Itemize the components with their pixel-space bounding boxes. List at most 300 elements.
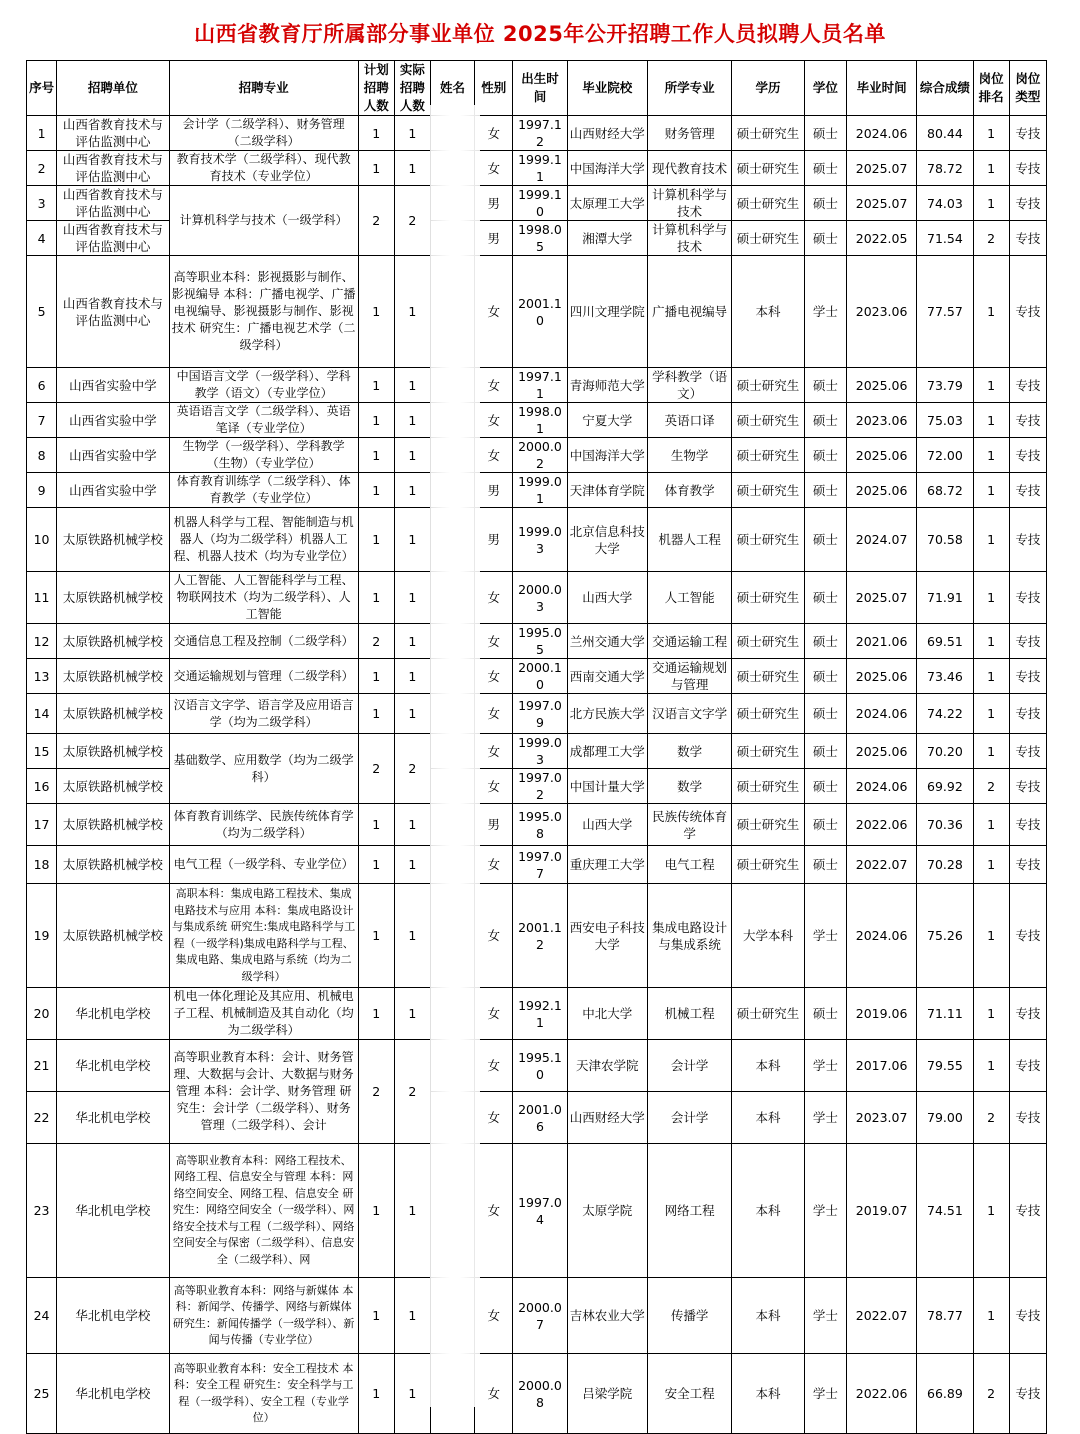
cell-major: 交通运输规划与管理（二级学科） — [169, 659, 358, 694]
cell-school: 北方民族大学 — [567, 694, 647, 734]
cell-no: 5 — [27, 256, 57, 368]
cell-gender: 女 — [475, 1354, 513, 1434]
cell-score: 78.72 — [917, 151, 973, 186]
cell-unit: 太原铁路机械学校 — [57, 572, 170, 624]
cell-school: 中北大学 — [567, 988, 647, 1040]
cell-rank: 1 — [973, 846, 1009, 884]
cell-birth: 1999.03 — [513, 508, 567, 572]
table-row — [27, 256, 1047, 368]
cell-degree: 硕士 — [804, 659, 846, 694]
cell-major: 汉语言文字学、语言学及应用语言学（均为二级学科） — [169, 694, 358, 734]
cell-rank: 1 — [973, 624, 1009, 659]
table-row — [27, 368, 1047, 403]
cell-actual: 1 — [394, 403, 430, 438]
cell-birth: 1998.05 — [513, 221, 567, 256]
cell-plan: 1 — [358, 1354, 394, 1434]
cell-birth: 1995.08 — [513, 804, 567, 846]
cell-unit: 华北机电学校 — [57, 1144, 170, 1278]
cell-grad: 2022.07 — [846, 1278, 916, 1354]
cell-no: 15 — [27, 734, 57, 769]
cell-studied: 计算机科学与技术 — [647, 221, 731, 256]
cell-degree: 硕士 — [804, 368, 846, 403]
cell-degree: 学士 — [804, 884, 846, 988]
cell-birth: 2001.06 — [513, 1092, 567, 1144]
cell-rank: 2 — [973, 1354, 1009, 1434]
cell-major: 高等职业教育本科：会计、财务管理、大数据与会计、大数据与财务管理 本科：会计学、财务管理 研究生：会计学（二级学科）、财务管理（二级学科）、会计 — [169, 1040, 358, 1144]
cell-plan: 1 — [358, 508, 394, 572]
cell-type: 专技 — [1009, 694, 1046, 734]
cell-actual: 1 — [394, 116, 430, 151]
cell-actual: 1 — [394, 1354, 430, 1434]
cell-actual: 1 — [394, 151, 430, 186]
cell-gender: 女 — [475, 769, 513, 804]
cell-studied: 体育教学 — [647, 473, 731, 508]
cell-school: 太原学院 — [567, 1144, 647, 1278]
cell-type: 专技 — [1009, 438, 1046, 473]
header-no: 序号 — [27, 61, 57, 116]
cell-studied: 集成电路设计与集成系统 — [647, 884, 731, 988]
cell-actual: 1 — [394, 438, 430, 473]
cell-unit: 太原铁路机械学校 — [57, 508, 170, 572]
cell-school: 山西大学 — [567, 804, 647, 846]
cell-unit: 山西省教育技术与评估监测中心 — [57, 186, 170, 221]
cell-score: 73.79 — [917, 368, 973, 403]
cell-grad: 2025.07 — [846, 572, 916, 624]
cell-gender: 男 — [475, 186, 513, 221]
cell-actual: 1 — [394, 1278, 430, 1354]
cell-gender: 女 — [475, 884, 513, 988]
cell-score: 73.46 — [917, 659, 973, 694]
cell-plan: 1 — [358, 151, 394, 186]
cell-studied: 交通运输规划与管理 — [647, 659, 731, 694]
cell-degree: 硕士 — [804, 403, 846, 438]
cell-grad: 2025.06 — [846, 734, 916, 769]
cell-actual: 1 — [394, 804, 430, 846]
cell-rank: 1 — [973, 186, 1009, 221]
cell-birth: 2000.02 — [513, 438, 567, 473]
cell-unit: 华北机电学校 — [57, 1278, 170, 1354]
cell-plan: 1 — [358, 572, 394, 624]
cell-birth: 1997.02 — [513, 769, 567, 804]
cell-gender: 女 — [475, 988, 513, 1040]
cell-type: 专技 — [1009, 659, 1046, 694]
cell-major: 体育教育训练学（二级学科）、体育教学（专业学位） — [169, 473, 358, 508]
cell-studied: 汉语言文字学 — [647, 694, 731, 734]
cell-edu: 硕士研究生 — [732, 804, 804, 846]
cell-rank: 1 — [973, 256, 1009, 368]
cell-actual: 1 — [394, 624, 430, 659]
cell-rank: 1 — [973, 884, 1009, 988]
cell-rank: 1 — [973, 1040, 1009, 1092]
header-name: 姓名 — [430, 61, 474, 116]
cell-grad: 2019.07 — [846, 1144, 916, 1278]
cell-type: 专技 — [1009, 1278, 1046, 1354]
cell-unit: 山西省教育技术与评估监测中心 — [57, 116, 170, 151]
cell-no: 14 — [27, 694, 57, 734]
cell-degree: 硕士 — [804, 988, 846, 1040]
cell-school: 天津体育学院 — [567, 473, 647, 508]
cell-rank: 1 — [973, 438, 1009, 473]
cell-birth: 2000.03 — [513, 572, 567, 624]
cell-type: 专技 — [1009, 804, 1046, 846]
cell-school: 中国海洋大学 — [567, 438, 647, 473]
cell-no: 10 — [27, 508, 57, 572]
cell-birth: 1997.11 — [513, 368, 567, 403]
cell-plan: 1 — [358, 438, 394, 473]
cell-actual: 1 — [394, 988, 430, 1040]
cell-rank: 1 — [973, 988, 1009, 1040]
cell-unit: 山西省实验中学 — [57, 368, 170, 403]
cell-unit: 山西省实验中学 — [57, 438, 170, 473]
cell-type: 专技 — [1009, 734, 1046, 769]
table-row — [27, 734, 1047, 769]
cell-gender: 女 — [475, 1040, 513, 1092]
table-row — [27, 186, 1047, 221]
cell-rank: 2 — [973, 1092, 1009, 1144]
cell-gender: 男 — [475, 221, 513, 256]
cell-edu: 本科 — [732, 1040, 804, 1092]
cell-type: 专技 — [1009, 1040, 1046, 1092]
cell-actual: 1 — [394, 473, 430, 508]
cell-school: 山西财经大学 — [567, 116, 647, 151]
cell-grad: 2025.07 — [846, 151, 916, 186]
header-major: 招聘专业 — [169, 61, 358, 116]
cell-edu: 硕士研究生 — [732, 624, 804, 659]
cell-unit: 太原铁路机械学校 — [57, 659, 170, 694]
cell-type: 专技 — [1009, 1144, 1046, 1278]
cell-grad: 2023.07 — [846, 1092, 916, 1144]
cell-grad: 2024.07 — [846, 508, 916, 572]
cell-edu: 硕士研究生 — [732, 221, 804, 256]
cell-score: 71.54 — [917, 221, 973, 256]
cell-unit: 山西省教育技术与评估监测中心 — [57, 221, 170, 256]
candidate-table — [26, 60, 1047, 1434]
cell-edu: 本科 — [732, 1354, 804, 1434]
table-row — [27, 694, 1047, 734]
cell-plan: 2 — [358, 186, 394, 256]
cell-school: 山西财经大学 — [567, 1092, 647, 1144]
cell-birth: 2001.12 — [513, 884, 567, 988]
table-row — [27, 116, 1047, 151]
cell-no: 17 — [27, 804, 57, 846]
cell-school: 西安电子科技大学 — [567, 884, 647, 988]
cell-studied: 现代教育技术 — [647, 151, 731, 186]
cell-plan: 1 — [358, 116, 394, 151]
cell-birth: 1999.03 — [513, 734, 567, 769]
cell-degree: 硕士 — [804, 151, 846, 186]
cell-rank: 1 — [973, 473, 1009, 508]
cell-score: 69.51 — [917, 624, 973, 659]
cell-gender: 女 — [475, 624, 513, 659]
cell-actual: 1 — [394, 884, 430, 988]
cell-degree: 硕士 — [804, 186, 846, 221]
cell-studied: 人工智能 — [647, 572, 731, 624]
cell-no: 21 — [27, 1040, 57, 1092]
cell-studied: 网络工程 — [647, 1144, 731, 1278]
cell-score: 70.36 — [917, 804, 973, 846]
cell-no: 20 — [27, 988, 57, 1040]
cell-score: 74.22 — [917, 694, 973, 734]
header-birth: 出生时间 — [513, 61, 567, 116]
table-row — [27, 1040, 1047, 1092]
cell-gender: 女 — [475, 694, 513, 734]
cell-no: 23 — [27, 1144, 57, 1278]
cell-unit: 华北机电学校 — [57, 988, 170, 1040]
cell-school: 宁夏大学 — [567, 403, 647, 438]
header-plan: 计划招聘人数 — [358, 61, 394, 116]
cell-type: 专技 — [1009, 572, 1046, 624]
cell-gender: 女 — [475, 256, 513, 368]
table-row — [27, 438, 1047, 473]
cell-school: 中国海洋大学 — [567, 151, 647, 186]
cell-plan: 1 — [358, 694, 394, 734]
cell-gender: 女 — [475, 572, 513, 624]
cell-type: 专技 — [1009, 624, 1046, 659]
cell-type: 专技 — [1009, 256, 1046, 368]
cell-no: 18 — [27, 846, 57, 884]
cell-actual: 1 — [394, 572, 430, 624]
cell-studied: 民族传统体育学 — [647, 804, 731, 846]
cell-birth: 1999.01 — [513, 473, 567, 508]
cell-studied: 财务管理 — [647, 116, 731, 151]
cell-unit: 太原铁路机械学校 — [57, 769, 170, 804]
cell-gender: 女 — [475, 1144, 513, 1278]
table-row — [27, 473, 1047, 508]
cell-studied: 广播电视编导 — [647, 256, 731, 368]
cell-gender: 男 — [475, 508, 513, 572]
cell-major: 机器人科学与工程、智能制造与机器人（均为二级学科）机器人工程、机器人技术（均为专业学位） — [169, 508, 358, 572]
cell-degree: 学士 — [804, 1144, 846, 1278]
cell-actual: 1 — [394, 368, 430, 403]
cell-major: 计算机科学与技术（一级学科） — [169, 186, 358, 256]
header-actual: 实际招聘人数 — [394, 61, 430, 116]
cell-unit: 太原铁路机械学校 — [57, 694, 170, 734]
cell-score: 71.11 — [917, 988, 973, 1040]
cell-no: 13 — [27, 659, 57, 694]
cell-school: 湘潭大学 — [567, 221, 647, 256]
cell-grad: 2021.06 — [846, 624, 916, 659]
cell-gender: 女 — [475, 438, 513, 473]
cell-unit: 太原铁路机械学校 — [57, 804, 170, 846]
header-studied: 所学专业 — [647, 61, 731, 116]
cell-score: 80.44 — [917, 116, 973, 151]
cell-no: 12 — [27, 624, 57, 659]
cell-no: 1 — [27, 116, 57, 151]
cell-school: 四川文理学院 — [567, 256, 647, 368]
cell-degree: 硕士 — [804, 221, 846, 256]
cell-type: 专技 — [1009, 769, 1046, 804]
cell-actual: 2 — [394, 186, 430, 256]
cell-plan: 1 — [358, 403, 394, 438]
cell-edu: 硕士研究生 — [732, 151, 804, 186]
table-row — [27, 1278, 1047, 1354]
cell-edu: 硕士研究生 — [732, 508, 804, 572]
cell-score: 75.26 — [917, 884, 973, 988]
cell-unit: 太原铁路机械学校 — [57, 624, 170, 659]
cell-actual: 1 — [394, 659, 430, 694]
cell-edu: 本科 — [732, 1092, 804, 1144]
cell-rank: 1 — [973, 1278, 1009, 1354]
cell-grad: 2019.06 — [846, 988, 916, 1040]
cell-no: 6 — [27, 368, 57, 403]
cell-edu: 硕士研究生 — [732, 186, 804, 221]
cell-grad: 2025.06 — [846, 438, 916, 473]
cell-score: 70.28 — [917, 846, 973, 884]
cell-major: 会计学（二级学科）、财务管理（二级学科） — [169, 116, 358, 151]
cell-unit: 山西省实验中学 — [57, 403, 170, 438]
cell-degree: 硕士 — [804, 438, 846, 473]
cell-gender: 女 — [475, 846, 513, 884]
cell-birth: 1997.07 — [513, 846, 567, 884]
cell-score: 79.00 — [917, 1092, 973, 1144]
cell-school: 北京信息科技大学 — [567, 508, 647, 572]
cell-edu: 本科 — [732, 1278, 804, 1354]
cell-grad: 2024.06 — [846, 884, 916, 988]
cell-plan: 1 — [358, 1144, 394, 1278]
cell-no: 16 — [27, 769, 57, 804]
cell-degree: 硕士 — [804, 694, 846, 734]
cell-score: 75.03 — [917, 403, 973, 438]
cell-major: 人工智能、人工智能科学与工程、物联网技术（均为二级学科）、人工智能 — [169, 572, 358, 624]
header-edu: 学历 — [732, 61, 804, 116]
cell-grad: 2022.07 — [846, 846, 916, 884]
cell-edu: 硕士研究生 — [732, 659, 804, 694]
cell-rank: 1 — [973, 659, 1009, 694]
cell-degree: 硕士 — [804, 473, 846, 508]
cell-birth: 1999.11 — [513, 151, 567, 186]
cell-grad: 2017.06 — [846, 1040, 916, 1092]
cell-unit: 华北机电学校 — [57, 1040, 170, 1092]
cell-gender: 女 — [475, 659, 513, 694]
cell-studied: 安全工程 — [647, 1354, 731, 1434]
cell-studied: 电气工程 — [647, 846, 731, 884]
cell-major: 高等职业教育本科：安全工程技术 本科：安全工程 研究生：安全科学与工程（一级学科）、安全工程（专业学位） — [169, 1354, 358, 1434]
cell-no: 11 — [27, 572, 57, 624]
cell-birth: 1999.10 — [513, 186, 567, 221]
cell-birth: 1997.12 — [513, 116, 567, 151]
header-row — [27, 61, 1047, 116]
cell-birth: 1998.01 — [513, 403, 567, 438]
table-row — [27, 846, 1047, 884]
cell-gender: 女 — [475, 116, 513, 151]
cell-major: 交通信息工程及控制（二级学科） — [169, 624, 358, 659]
cell-unit: 太原铁路机械学校 — [57, 734, 170, 769]
cell-degree: 硕士 — [804, 804, 846, 846]
cell-plan: 2 — [358, 624, 394, 659]
cell-studied: 数学 — [647, 734, 731, 769]
cell-studied: 机械工程 — [647, 988, 731, 1040]
cell-gender: 男 — [475, 804, 513, 846]
cell-edu: 硕士研究生 — [732, 572, 804, 624]
cell-rank: 1 — [973, 734, 1009, 769]
cell-score: 70.58 — [917, 508, 973, 572]
cell-major: 中国语言文学（一级学科）、学科教学（语文）（专业学位） — [169, 368, 358, 403]
cell-gender: 男 — [475, 473, 513, 508]
cell-type: 专技 — [1009, 368, 1046, 403]
table-row — [27, 403, 1047, 438]
cell-no: 9 — [27, 473, 57, 508]
cell-score: 68.72 — [917, 473, 973, 508]
cell-rank: 1 — [973, 508, 1009, 572]
cell-school: 吕梁学院 — [567, 1354, 647, 1434]
table-row — [27, 884, 1047, 988]
cell-actual: 1 — [394, 694, 430, 734]
cell-no: 8 — [27, 438, 57, 473]
cell-birth: 1997.04 — [513, 1144, 567, 1278]
cell-score: 79.55 — [917, 1040, 973, 1092]
cell-plan: 1 — [358, 988, 394, 1040]
cell-grad: 2024.06 — [846, 694, 916, 734]
table-row — [27, 1144, 1047, 1278]
cell-studied: 会计学 — [647, 1040, 731, 1092]
cell-school: 成都理工大学 — [567, 734, 647, 769]
cell-type: 专技 — [1009, 151, 1046, 186]
cell-major: 电气工程（一级学科、专业学位） — [169, 846, 358, 884]
cell-major: 高等职业本科：影视摄影与制作、影视编导 本科：广播电视学、广播电视编导、影视摄影与制作、影视技术 研究生：广播电视艺术学（二级学科） — [169, 256, 358, 368]
cell-rank: 2 — [973, 221, 1009, 256]
cell-unit: 太原铁路机械学校 — [57, 846, 170, 884]
cell-rank: 1 — [973, 403, 1009, 438]
cell-grad: 2025.06 — [846, 368, 916, 403]
cell-studied: 英语口译 — [647, 403, 731, 438]
cell-type: 专技 — [1009, 508, 1046, 572]
cell-edu: 硕士研究生 — [732, 473, 804, 508]
cell-type: 专技 — [1009, 473, 1046, 508]
cell-plan: 1 — [358, 804, 394, 846]
header-grad: 毕业时间 — [846, 61, 916, 116]
cell-school: 西南交通大学 — [567, 659, 647, 694]
cell-rank: 1 — [973, 572, 1009, 624]
cell-unit: 华北机电学校 — [57, 1092, 170, 1144]
cell-degree: 学士 — [804, 1040, 846, 1092]
cell-type: 专技 — [1009, 846, 1046, 884]
cell-edu: 大学本科 — [732, 884, 804, 988]
cell-rank: 1 — [973, 368, 1009, 403]
cell-studied: 计算机科学与技术 — [647, 186, 731, 221]
cell-major: 机电一体化理论及其应用、机械电子工程、机械制造及其自动化（均为二级学科） — [169, 988, 358, 1040]
cell-unit: 山西省教育技术与评估监测中心 — [57, 256, 170, 368]
cell-plan: 1 — [358, 846, 394, 884]
header-type: 岗位类型 — [1009, 61, 1046, 116]
cell-actual: 2 — [394, 734, 430, 804]
cell-studied: 会计学 — [647, 1092, 731, 1144]
cell-no: 24 — [27, 1278, 57, 1354]
cell-gender: 女 — [475, 403, 513, 438]
cell-birth: 2000.08 — [513, 1354, 567, 1434]
cell-grad: 2022.05 — [846, 221, 916, 256]
cell-major: 高职本科：集成电路工程技术、集成电路技术与应用 本科：集成电路设计与集成系统 研究生:集成电路科学与工程（一级学科)集成电路科学与工程、集成电路、集成电路与系统（均为二级学科） — [169, 884, 358, 988]
cell-type: 专技 — [1009, 403, 1046, 438]
cell-degree: 硕士 — [804, 624, 846, 659]
cell-type: 专技 — [1009, 221, 1046, 256]
cell-unit: 山西省实验中学 — [57, 473, 170, 508]
cell-rank: 1 — [973, 116, 1009, 151]
cell-studied: 机器人工程 — [647, 508, 731, 572]
cell-plan: 1 — [358, 1278, 394, 1354]
cell-grad: 2024.06 — [846, 769, 916, 804]
table-row — [27, 1354, 1047, 1434]
cell-score: 78.77 — [917, 1278, 973, 1354]
cell-edu: 硕士研究生 — [732, 403, 804, 438]
cell-plan: 2 — [358, 734, 394, 804]
cell-birth: 2000.10 — [513, 659, 567, 694]
cell-studied: 数学 — [647, 769, 731, 804]
cell-rank: 1 — [973, 804, 1009, 846]
table-row — [27, 151, 1047, 186]
cell-birth: 2000.07 — [513, 1278, 567, 1354]
cell-school: 山西大学 — [567, 572, 647, 624]
name-column-redaction — [430, 105, 480, 1407]
